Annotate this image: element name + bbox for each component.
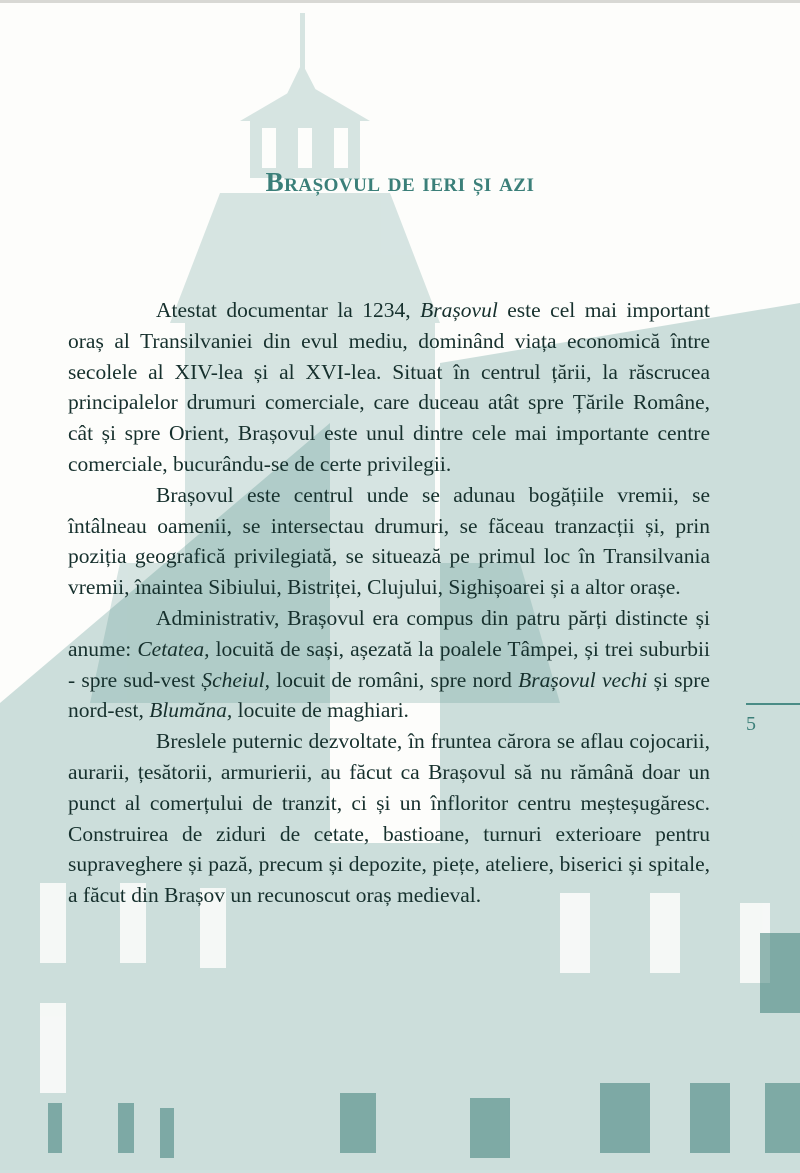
text-run: este cel mai important oraș al Transilvaniei din evul mediu, dominând viața economică între secolele al XIV-lea și al XVI-lea. Situat în centrul țării, la răscrucea principalelor drumuri comerciale, care duceau atât spre Țările Române, cât și spre Orient, Brașovul este unul dintre cele mai importante centre comerciale, bucurându-se de certe privilegii. [68, 298, 710, 476]
paragraph [68, 726, 710, 911]
text-run: Administrativ, Brașovul era compus din patru părți distincte și anume: [68, 605, 710, 661]
paragraph [68, 603, 710, 726]
page-number: 5 [746, 713, 756, 735]
paragraph [68, 480, 710, 603]
italic-run: Șcheiul, [201, 667, 270, 692]
text-run: locuite de maghiari. [232, 698, 409, 723]
body-text [68, 295, 710, 911]
text-run: Brașovul este centrul unde se adunau bogățiile vremii, se întâlneau oamenii, se intersectau drumuri, se făceau tranzacții și, prin poziția geografică privilegiată, se situează pe primul loc în Transilvania vremii, înaintea Sibiului, Bistriței, Clujului, Sighișoarei și a altor orașe. [68, 482, 710, 600]
italic-run: Brașovul [420, 298, 498, 322]
text-run: Breslele puternic dezvoltate, în fruntea cărora se aflau cojocarii, aurarii, țesătorii, armurierii, au făcut ca Brașovul să nu rămână doar un punct al comerțului de tranzit, ci și un înfloritor centru meșteșugăresc. Construirea de ziduri de cetate, bastioane, turnuri exterioare pentru supraveghere și pază, precum și depozite, piețe, ateliere, biserici și spitale, a făcut din Brașov un recunoscut oraș medieval. [68, 729, 710, 908]
italic-run: Brașovul vechi [518, 667, 648, 692]
italic-run: Cetatea, [137, 636, 210, 661]
text-run: locuită de sași, așezată la poalele Tâmpei, și trei suburbii - spre sud-vest [68, 636, 710, 692]
text-run: Atestat documentar la 1234, [156, 298, 421, 322]
page-title: Brașovul de ieri și azi [265, 167, 535, 197]
text-run: locuit de români, spre nord [270, 667, 519, 692]
italic-run: Blumăna, [149, 698, 233, 723]
page-marker-line [746, 703, 800, 705]
paragraph [68, 295, 710, 480]
text-run: și spre nord-est, [68, 667, 710, 723]
